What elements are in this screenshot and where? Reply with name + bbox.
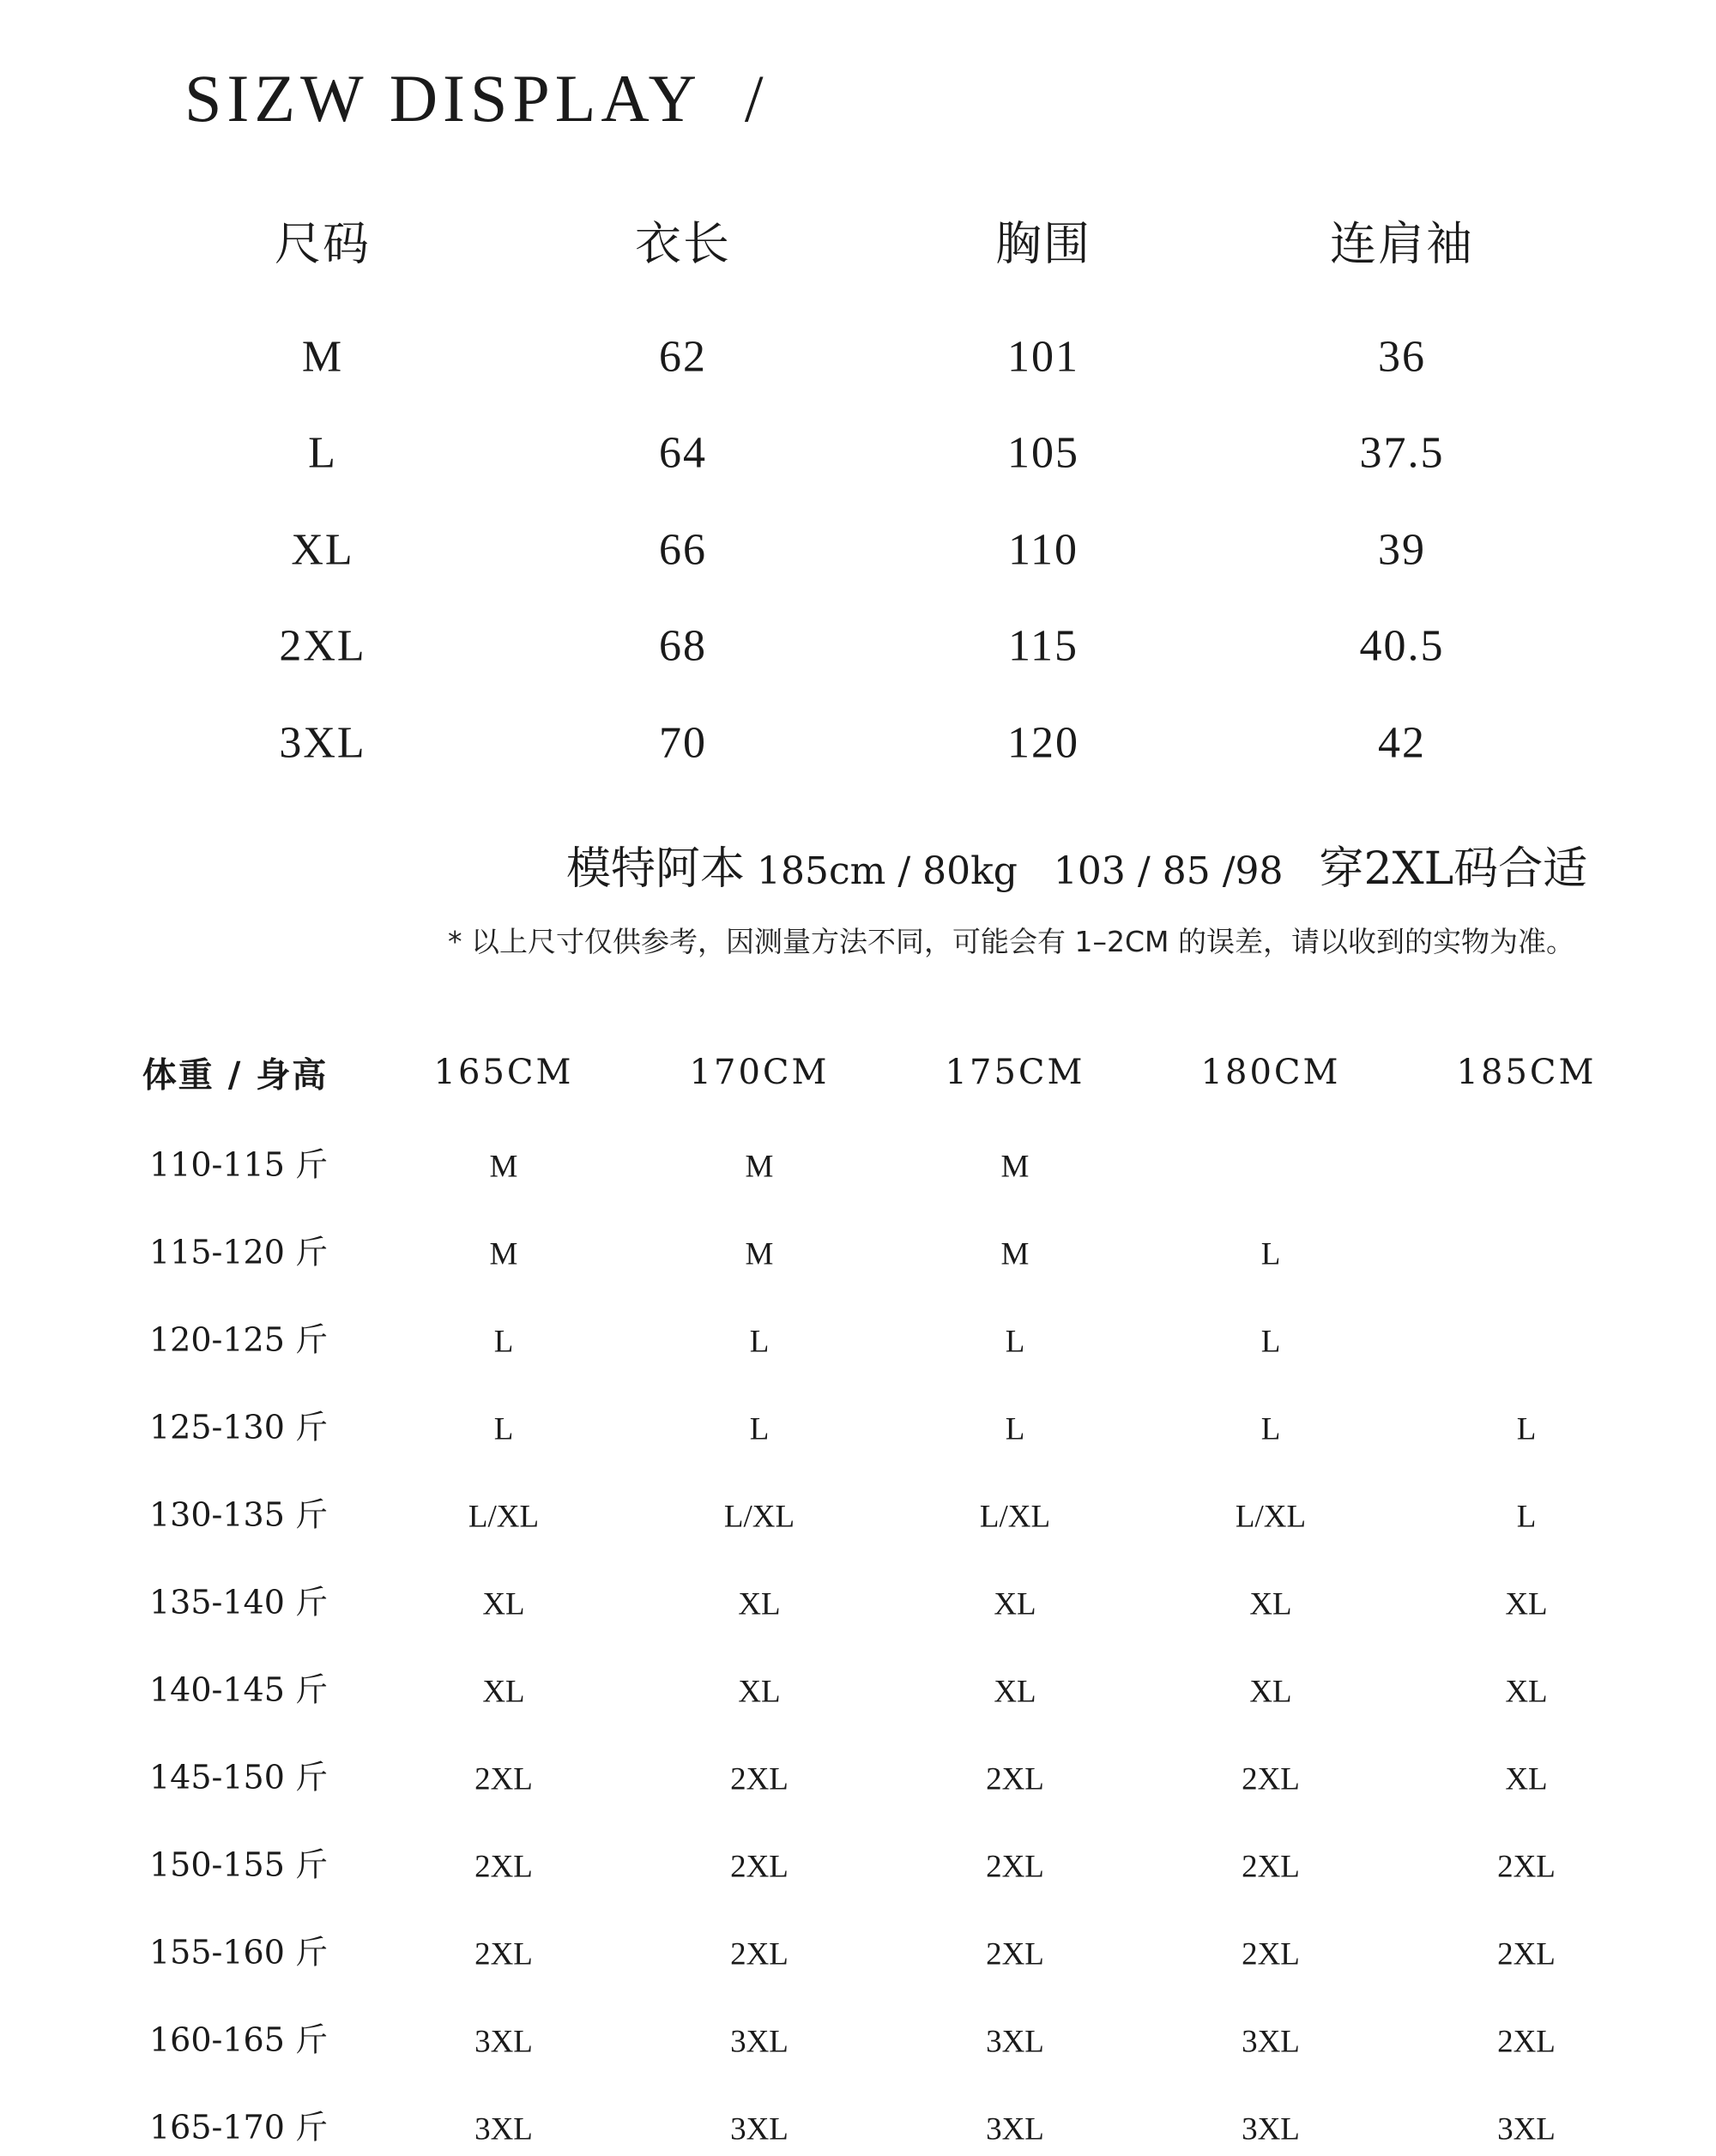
size-recommendation-cell: L xyxy=(749,1411,770,1447)
corner-header: 体重 / 身高 xyxy=(142,1054,329,1096)
size-table-cell: 3XL xyxy=(279,718,366,768)
size-recommendation-cell: XL xyxy=(994,1586,1036,1622)
size-table-cell: 39 xyxy=(1378,525,1426,575)
size-recommendation-cell: M xyxy=(745,1236,774,1272)
model-label: 模特阿本 xyxy=(566,843,746,895)
size-recommendation-cell: L xyxy=(1260,1324,1281,1360)
size-recommendation-cell: 2XL xyxy=(986,1761,1044,1797)
size-recommendation-cell: 3XL xyxy=(1242,2024,1300,2060)
size-recommendation-cell: L xyxy=(1005,1324,1025,1360)
weight-label: 130-135 斤 xyxy=(149,1495,328,1534)
size-recommendation-cell: L xyxy=(493,1411,514,1447)
weight-label: 165-170 斤 xyxy=(149,2108,328,2147)
size-recommendation-cell: M xyxy=(1000,1236,1030,1272)
size-recommendation-cell: XL xyxy=(482,1586,525,1622)
height-header: 175CM xyxy=(945,1053,1085,1092)
size-table-cell: 37.5 xyxy=(1359,428,1445,478)
weight-label: 145-150 斤 xyxy=(149,1758,328,1797)
size-recommendation-cell: 2XL xyxy=(1242,1936,1300,1972)
size-recommendation-cell: 2XL xyxy=(730,1849,789,1885)
size-table-cell: XL xyxy=(291,525,354,575)
size-table-cell: 36 xyxy=(1378,332,1426,382)
weight-label: 150-155 斤 xyxy=(149,1845,328,1884)
size-recommendation-cell: XL xyxy=(1505,1761,1548,1797)
size-recommendation-cell: 2XL xyxy=(730,1761,789,1797)
weight-label: 115-120 斤 xyxy=(149,1233,328,1271)
size-table-cell: 66 xyxy=(659,525,707,575)
size-table-cell: 120 xyxy=(1007,718,1079,768)
size-recommendation-cell: M xyxy=(489,1236,518,1272)
size-recommendation-cell: L xyxy=(749,1324,770,1360)
size-recommendation-cell: L xyxy=(1005,1411,1025,1447)
size-table-cell: 105 xyxy=(1007,428,1079,478)
size-recommendation-cell: 2XL xyxy=(474,1936,533,1972)
title-slash: / xyxy=(744,61,769,136)
size-recommendation-cell: L xyxy=(1260,1236,1281,1272)
size-table-cell: 110 xyxy=(1007,525,1079,575)
size-recommendation-cell: XL xyxy=(1249,1674,1292,1710)
size-recommendation-cell: L xyxy=(1516,1411,1537,1447)
size-table-cell: 42 xyxy=(1378,718,1426,768)
size-recommendation-cell: XL xyxy=(738,1674,781,1710)
size-recommendation-cell: XL xyxy=(994,1674,1036,1710)
size-recommendation-cell: 2XL xyxy=(1242,1849,1300,1885)
weight-label: 110-115 斤 xyxy=(149,1145,328,1184)
size-table-cell: 70 xyxy=(659,718,707,768)
length-header: 衣长 xyxy=(635,216,731,271)
size-recommendation-cell: M xyxy=(745,1149,774,1185)
sleeve-header: 连肩袖 xyxy=(1330,216,1474,271)
size-table-cell: L xyxy=(308,428,337,478)
size-recommendation-cell: 3XL xyxy=(474,2111,533,2147)
size-recommendation-cell: 3XL xyxy=(730,2111,789,2147)
size-recommendation-cell: 2XL xyxy=(1497,2024,1556,2060)
size-recommendation-cell: 3XL xyxy=(1497,2111,1556,2147)
model-stats: 185cm / 80kg 103 / 85 /98 xyxy=(757,849,1284,893)
page-title xyxy=(184,60,769,137)
measurement-note: * 以上尺寸仅供参考，因测量方法不同，可能会有 1–2CM 的误差，请以收到的实物为准。 xyxy=(448,925,1574,958)
height-header: 180CM xyxy=(1200,1053,1341,1092)
size-table-cell: 2XL xyxy=(279,621,366,671)
size-recommendation-cell: 3XL xyxy=(986,2024,1044,2060)
size-table-cell: 101 xyxy=(1007,332,1079,382)
weight-label: 160-165 斤 xyxy=(149,2020,328,2059)
size-table-cell: 40.5 xyxy=(1359,621,1445,671)
size-recommendation-cell: 2XL xyxy=(1242,1761,1300,1797)
size-recommendation-cell: L/XL xyxy=(1235,1499,1307,1535)
size-recommendation-cell: 2XL xyxy=(986,1936,1044,1972)
size-recommendation-cell: 2XL xyxy=(474,1761,533,1797)
size-recommendation-cell: L/XL xyxy=(468,1499,540,1535)
size-header: 尺码 xyxy=(275,216,371,271)
model-fit: 穿2XL码合适 xyxy=(1319,843,1588,895)
size-table-cell: 115 xyxy=(1007,621,1079,671)
size-table-cell: 68 xyxy=(659,621,707,671)
size-recommendation-cell: XL xyxy=(1249,1586,1292,1622)
size-recommendation-cell: L xyxy=(1516,1499,1537,1535)
weight-label: 140-145 斤 xyxy=(149,1670,328,1709)
size-recommendation-cell: L xyxy=(1260,1411,1281,1447)
size-table-cell: 64 xyxy=(659,428,707,478)
chest-header: 胸围 xyxy=(995,216,1091,271)
weight-label: 120-125 斤 xyxy=(149,1320,328,1359)
weight-label: 135-140 斤 xyxy=(149,1583,328,1622)
size-recommendation-cell: 3XL xyxy=(986,2111,1044,2147)
size-recommendation-cell: 2XL xyxy=(986,1849,1044,1885)
size-recommendation-cell: 2XL xyxy=(730,1936,789,1972)
weight-label: 155-160 斤 xyxy=(149,1933,328,1972)
height-header: 185CM xyxy=(1456,1053,1597,1092)
height-header: 170CM xyxy=(689,1053,830,1092)
size-recommendation-cell: L xyxy=(493,1324,514,1360)
size-recommendation-cell: 2XL xyxy=(1497,1936,1556,1972)
model-info xyxy=(566,832,1587,897)
size-recommendation-cell: L/XL xyxy=(979,1499,1051,1535)
size-recommendation-cell: 2XL xyxy=(1497,1849,1556,1885)
size-recommendation-cell: M xyxy=(489,1149,518,1185)
size-recommendation-cell: 3XL xyxy=(474,2024,533,2060)
size-recommendation-cell: L/XL xyxy=(723,1499,795,1535)
size-recommendation-cell: M xyxy=(1000,1149,1030,1185)
size-recommendation-cell: 3XL xyxy=(730,2024,789,2060)
size-table-cell: M xyxy=(301,332,344,382)
size-recommendation-cell: 3XL xyxy=(1242,2111,1300,2147)
title-text: SIZW DISPLAY xyxy=(184,61,702,136)
size-recommendation-cell: XL xyxy=(738,1586,781,1622)
size-table-cell: 62 xyxy=(659,332,707,382)
size-recommendation-cell: XL xyxy=(1505,1586,1548,1622)
size-recommendation-cell: 2XL xyxy=(474,1849,533,1885)
weight-label: 125-130 斤 xyxy=(149,1408,328,1446)
height-header: 165CM xyxy=(433,1053,574,1092)
size-recommendation-cell: XL xyxy=(482,1674,525,1710)
size-recommendation-cell: XL xyxy=(1505,1674,1548,1710)
